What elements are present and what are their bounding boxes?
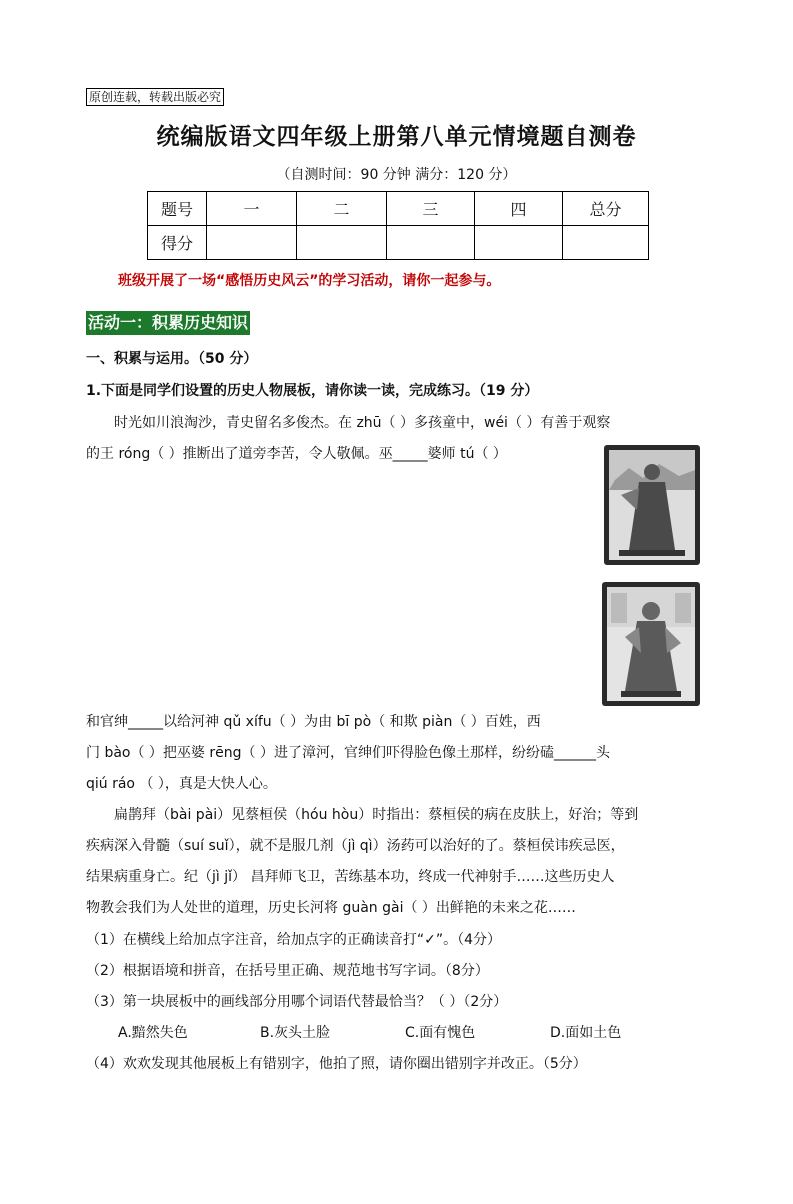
copyright-notice: 原创连载，转载出版必究 [86, 88, 224, 106]
score-input-cell[interactable] [563, 226, 649, 260]
page-subtitle: （自测时间：90 分钟 满分：120 分） [276, 167, 517, 183]
score-input-cell[interactable] [297, 226, 387, 260]
option-a[interactable]: A.黯然失色 [118, 1025, 188, 1041]
portrait-image [604, 445, 700, 565]
option-d[interactable]: D.面如土色 [550, 1025, 622, 1041]
section-heading: 一、积累与运用。（50 分） [86, 351, 258, 367]
table-cell: 总分 [563, 192, 649, 226]
passage-line: 扁鹊拜（bài pài）见蔡桓侯（hóu hòu）时指出：蔡桓侯的病在皮肤上，好治；等到 [114, 807, 639, 823]
table-cell: 三 [387, 192, 475, 226]
score-input-cell[interactable] [207, 226, 297, 260]
portrait-figure-icon [607, 587, 695, 701]
passage-line: 和官绅_____以给河神 qǔ xífu（ ）为由 bī pò（ 和欺 piàn（ ）百姓，西 [86, 714, 541, 730]
subquestion-3: （3）第一块展板中的画线部分用哪个词语代替最恰当？（ ）（2分） [86, 994, 508, 1010]
table-cell: 一 [207, 192, 297, 226]
score-input-cell[interactable] [475, 226, 563, 260]
table-cell: 得分 [148, 226, 207, 260]
activity-heading: 活动一：积累历史知识 [86, 311, 250, 335]
passage-line: 物教会我们为人处世的道理，历史长河将 guàn gài（ ）出鲜艳的未来之花…… [86, 900, 576, 916]
score-table-header-row [148, 192, 649, 226]
portrait-image [602, 582, 700, 706]
passage-line: 的王 róng（ ）推断出了道旁李苦，令人敬佩。巫_____婆师 tú（ ） [86, 446, 507, 462]
passage-line: 疾病深入骨髓（suí suǐ），就不是服几剂（jì qì）汤药可以治好的了。蔡桓侯讳疾忌医， [86, 838, 625, 854]
table-cell: 二 [297, 192, 387, 226]
passage-line: 时光如川浪淘沙，青史留名多俊杰。在 zhū（ ）多孩童中，wéi（ ）有善于观察 [114, 415, 611, 431]
table-cell: 四 [475, 192, 563, 226]
intro-text: 班级开展了一场“感悟历史风云”的学习活动，请你一起参与。 [118, 273, 501, 289]
score-table-score-row [148, 226, 649, 260]
table-cell: 题号 [148, 192, 207, 226]
subquestion-2: （2）根据语境和拼音，在括号里正确、规范地书写字词。（8分） [86, 963, 489, 979]
question-1: 1.下面是同学们设置的历史人物展板，请你读一读，完成练习。（19 分） [86, 383, 539, 399]
passage-line: qiú ráo （ ），真是大快人心。 [86, 776, 277, 792]
passage-line: 结果病重身亡。纪（jì jǐ） 昌拜师飞卫，苦练基本功，终成一代神射手……这些历史人 [86, 869, 615, 885]
page-title: 统编版语文四年级上册第八单元情境题自测卷 [156, 124, 637, 150]
option-b[interactable]: B.灰头土脸 [260, 1025, 331, 1041]
score-table [147, 191, 649, 260]
subquestion-1: （1）在横线上给加点字注音，给加点字的正确读音打“✓”。（4分） [86, 932, 502, 948]
score-input-cell[interactable] [387, 226, 475, 260]
option-c[interactable]: C.面有愧色 [405, 1025, 476, 1041]
portrait-figure-icon [609, 450, 695, 560]
passage-line: 门 bào（ ）把巫婆 rēng（ ）进了漳河，官绅们吓得脸色像土那样，纷纷磕______头 [86, 745, 610, 761]
subquestion-4: （4）欢欢发现其他展板上有错别字，他拍了照，请你圈出错别字并改正。（5分） [86, 1056, 587, 1072]
